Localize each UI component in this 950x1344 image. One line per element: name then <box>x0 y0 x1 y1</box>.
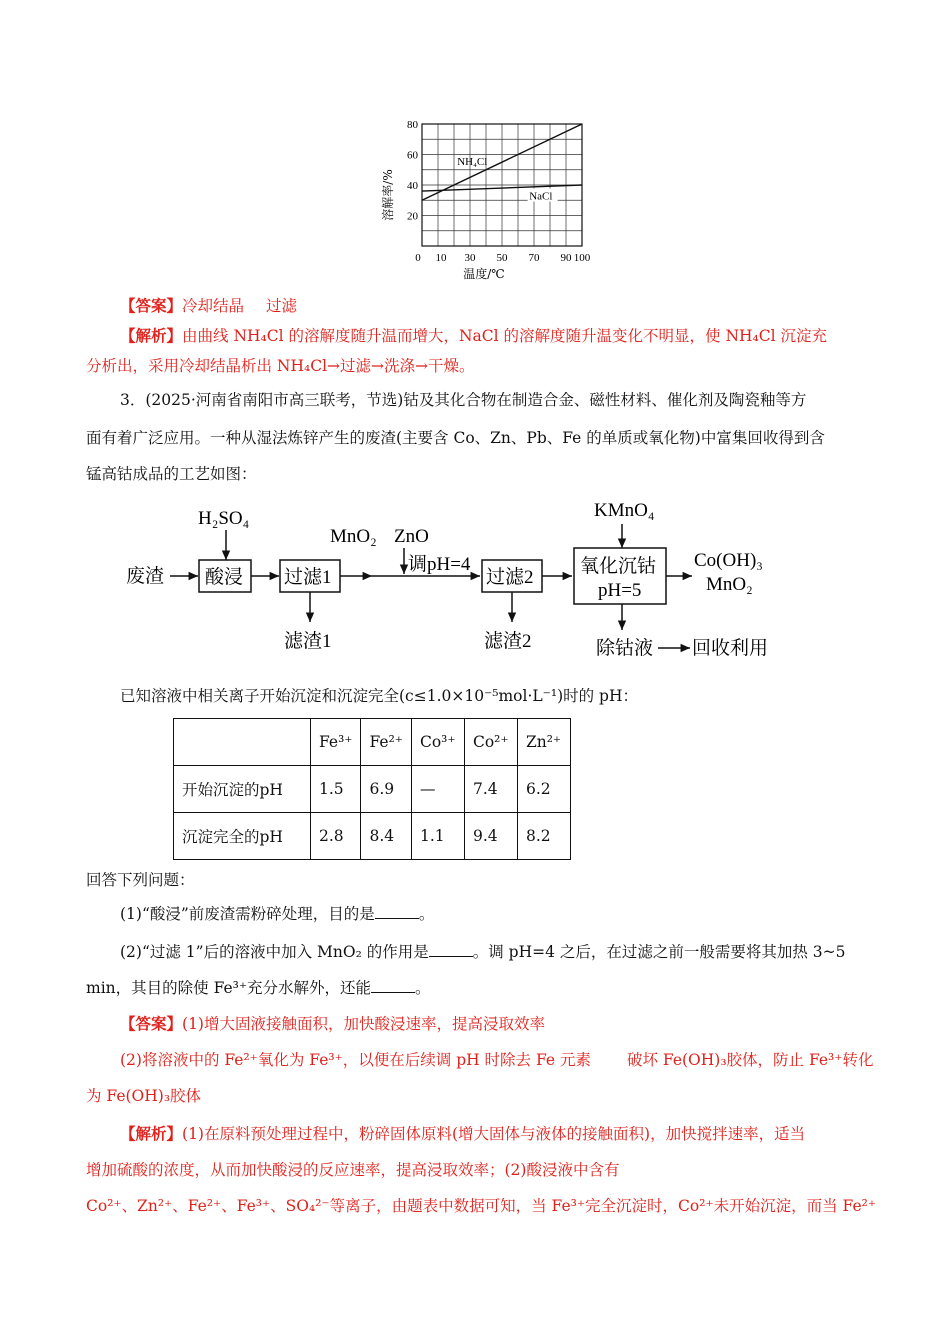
flow-input: 废渣 <box>126 566 165 587</box>
x-tick-label: 0 <box>415 252 421 264</box>
question-2-line1: (2)“过滤 1”后的溶液中加入 MnO₂ 的作用是 。调 pH=4 之后，在过滤之前一般需要将其加热 3~5 <box>120 943 846 961</box>
table-cell: 6.2 <box>517 766 570 813</box>
table-cell: 9.4 <box>464 813 517 860</box>
y-tick-label: 20 <box>407 210 418 223</box>
analysis-tag: 【解析】 <box>120 326 183 345</box>
table-cell: 7.4 <box>464 766 517 813</box>
analysis-1-line2: 分析出，采用冷却结晶析出 NH₄Cl→过滤→洗涤→干燥。 <box>86 357 475 375</box>
answer-tag: 【答案】 <box>120 1014 183 1033</box>
solubility-chart <box>370 108 610 288</box>
flow-step-oxidation: 氧化沉钴 <box>580 556 657 577</box>
analysis-1-line1: 【解析】由曲线 NH₄Cl 的溶解度随升温而增大，NaCl 的溶解度随升温变化不明显，使 NH₄Cl 沉淀充 <box>120 326 827 345</box>
y-tick-label: 80 <box>407 119 418 131</box>
x-tick-label: 30 <box>464 252 476 264</box>
x-tick-label: 10 <box>435 252 447 264</box>
table-row <box>174 766 571 813</box>
table-cell: Co²⁺ <box>464 719 517 766</box>
table-cell: 1.1 <box>411 813 464 860</box>
flow-waste-liquid: 除钴液 <box>596 638 654 659</box>
answer-blank-1 <box>375 904 419 919</box>
flow-reuse: 回收利用 <box>692 638 769 659</box>
y-axis-label: 溶解率/% <box>381 169 395 221</box>
flow-step-ph5: pH=5 <box>598 580 642 601</box>
answer-blank-3 <box>371 978 415 993</box>
series-label-nh4cl: NH₄Cl <box>457 156 488 169</box>
known-conditions: 已知溶液中相关离子开始沉淀和沉淀完全(c≤1.0×10⁻⁵mol·L⁻¹)时的 pH： <box>120 687 638 705</box>
table-cell: Zn²⁺ <box>517 719 570 766</box>
question-2-line2: min，其目的除使 Fe³⁺充分水解外，还能 。 <box>86 979 431 997</box>
answer-2-line1: 【答案】(1)增大固液接触面积，加快酸浸速率，提高浸取效率 <box>120 1014 545 1033</box>
flow-reagent-zno: ZnO <box>394 526 429 547</box>
table-cell: 6.9 <box>361 766 411 813</box>
question-3-line3: 锰高钴成品的工艺如图： <box>86 465 257 483</box>
table-row <box>174 813 571 860</box>
answer-2-line2: (2)将溶液中的 Fe²⁺氧化为 Fe³⁺，以便在后续调 pH 时除去 Fe 元素 破坏 Fe(OH)₃胶体，防止 Fe³⁺转化 <box>120 1051 874 1069</box>
y-tick-label: 40 <box>407 180 418 192</box>
table-cell: Fe²⁺ <box>361 719 411 766</box>
answer-2-line3: 为 Fe(OH)₃胶体 <box>86 1087 202 1105</box>
table-cell: 2.8 <box>311 813 361 860</box>
process-flow-diagram <box>110 492 810 672</box>
table-cell: — <box>411 766 464 813</box>
flow-reagent-kmno4: KMnO₄ <box>594 500 655 521</box>
table-row <box>174 719 571 766</box>
answer-tag: 【答案】 <box>120 296 183 315</box>
x-tick-label: 100 <box>573 252 591 264</box>
analysis-2-line2: 增加硫酸的浓度，从而加快酸浸的反应速率，提高浸取效率；(2)酸浸液中含有 <box>86 1161 620 1179</box>
series-label-nacl: NaCl <box>529 190 553 203</box>
chart-grid <box>422 124 582 246</box>
answer-text-2: 过滤 <box>266 297 298 315</box>
table-cell: Fe³⁺ <box>311 719 361 766</box>
ph-table <box>173 718 571 860</box>
flow-step-filter-1: 过滤1 <box>284 567 332 588</box>
flow-product-mno2: MnO₂ <box>706 574 753 595</box>
flow-reagent-h2so4: H₂SO₄ <box>198 508 250 529</box>
flow-residue-2: 滤渣2 <box>484 631 532 652</box>
answer-text: 冷却结晶 <box>182 297 245 315</box>
analysis-2-line1: 【解析】(1)在原料预处理过程中，粉碎固体原料(增大固体与液体的接触面积)，加快搅拌速率，适当 <box>120 1124 806 1143</box>
table-cell: 8.2 <box>517 813 570 860</box>
x-axis-label: 温度/℃ <box>463 267 505 281</box>
flow-step-acid-leach: 酸浸 <box>205 567 244 588</box>
flow-reagent-mno2: MnO₂ <box>330 526 377 547</box>
flow-step-filter-2: 过滤2 <box>486 567 534 588</box>
table-cell: 开始沉淀的pH <box>174 766 311 813</box>
answer-1 <box>120 296 876 316</box>
y-tick-label: 60 <box>407 149 418 162</box>
table-cell: 8.4 <box>361 813 411 860</box>
table-cell: Co³⁺ <box>411 719 464 766</box>
table-cell: 1.5 <box>311 766 361 813</box>
flow-ph-adjust: 调pH=4 <box>408 554 471 575</box>
question-1: (1)“酸浸”前废渣需粉碎处理，目的是 。 <box>120 905 435 923</box>
analysis-2-line3: Co²⁺、Zn²⁺、Fe²⁺、Fe³⁺、SO₄²⁻等离子，由题表中数据可知，当 Fe³⁺完全沉淀时，Co²⁺未开始沉淀，而当 Fe²⁺ <box>86 1197 877 1215</box>
question-3-line1: 3．(2025·河南省南阳市高三联考，节选)钴及其化合物在制造合金、磁性材料、催化剂及陶瓷釉等方 <box>120 391 807 409</box>
analysis-tag: 【解析】 <box>120 1124 183 1143</box>
answer-blank-2 <box>429 942 473 957</box>
question-3-line2: 面有着广泛应用。一种从湿法炼锌产生的废渣(主要含 Co、Zn、Pb、Fe 的单质或氧化物)中富集回收得到含 <box>86 429 825 447</box>
flow-residue-1: 滤渣1 <box>284 631 332 652</box>
table-cell <box>174 719 311 766</box>
x-tick-label: 70 <box>528 252 540 264</box>
flow-product-co-oh3: Co(OH)₃ <box>694 550 763 571</box>
questions-intro: 回答下列问题： <box>86 871 195 889</box>
x-tick-label: 90 <box>560 252 572 264</box>
table-cell: 沉淀完全的pH <box>174 813 311 860</box>
x-tick-label: 50 <box>496 252 508 264</box>
